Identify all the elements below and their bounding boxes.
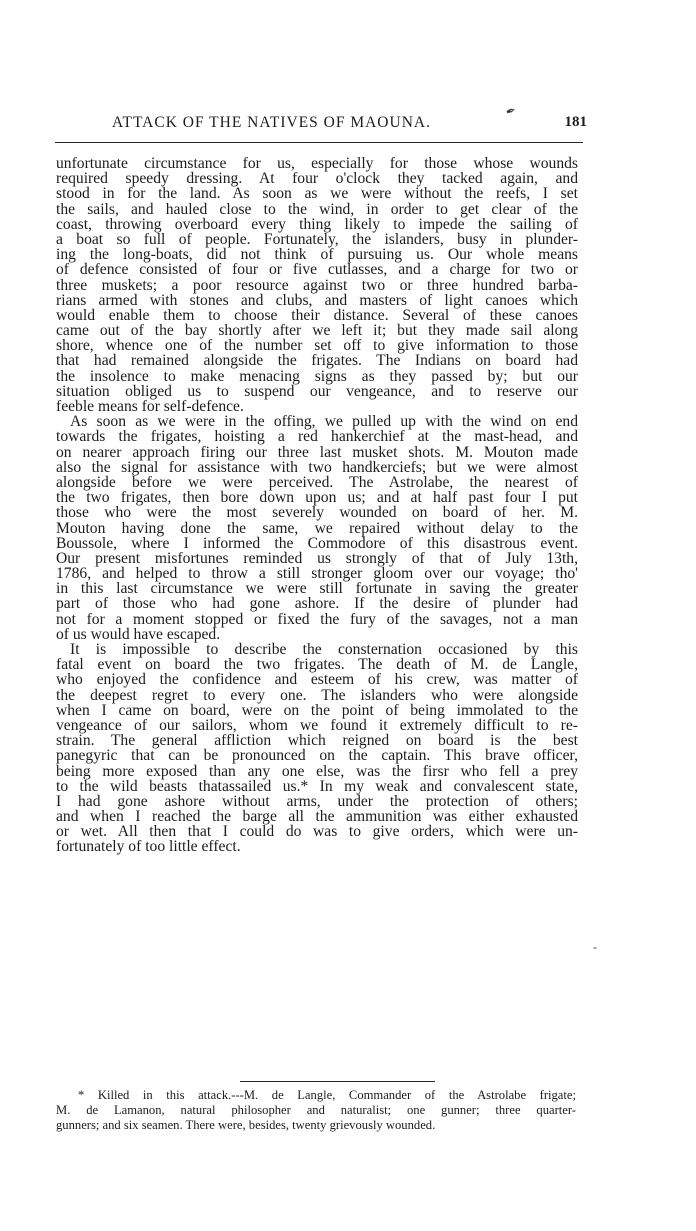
text-line: Boussole, where I informed the Commodore of this disastrous event. xyxy=(56,534,578,552)
printer-mark-icon: ✒ xyxy=(503,102,518,120)
paragraph-start-line: As soon as we were in the offing, we pulled up with the wind on end xyxy=(70,413,578,431)
text-line: three muskets; a poor resource against two or three hundred barba- xyxy=(56,276,578,294)
text-line: would enable them to choose their distance. Several of these canoes xyxy=(56,306,578,324)
text-line: required speedy dressing. At four o'clock they tacked again, and xyxy=(56,170,578,188)
running-title: ATTACK OF THE NATIVES OF MAOUNA. xyxy=(112,114,431,131)
footnote-line: * Killed in this attack.---M. de Langle, Commander of the Astrolabe frigate; xyxy=(78,1088,576,1102)
text-line: panegyric that can be pronounced on the captain. This brave officer, xyxy=(56,747,578,765)
text-line: vengeance of our sailors, whom we found it extremely difficult to re- xyxy=(56,716,578,734)
header-rule xyxy=(55,142,583,143)
text-line: strain. The general affliction which reigned on board is the best xyxy=(56,732,578,750)
text-line: alongside before we were perceived. The Astrolabe, the nearest of xyxy=(56,473,578,491)
text-line: being more exposed than any one else, was the firsr who fell a prey xyxy=(56,762,578,780)
text-line: part of those who had gone ashore. If the desire of plunder had xyxy=(56,595,578,613)
margin-dash-mark: ‐ xyxy=(593,940,597,954)
text-line: and when I reached the barge all the ammunition was either exhausted xyxy=(56,808,578,826)
text-line: situation obliged us to suspend our vengeance, and to reserve our xyxy=(56,382,578,400)
footnote-rule xyxy=(240,1081,435,1082)
text-line: 1786, and helped to throw a still stronger gloom over our voyage; tho' xyxy=(56,565,578,583)
text-line: shore, whence one of the number set off to give information to those xyxy=(56,337,578,355)
text-line: I had gone ashore without arms, under the protection of others; xyxy=(56,792,578,810)
text-line: Mouton having done the same, we repaired without delay to the xyxy=(56,519,578,537)
text-line: ing the long-boats, did not think of pursuing us. Our whole means xyxy=(56,246,578,264)
text-line: unfortunate circumstance for us, especially for those whose wounds xyxy=(56,155,578,172)
paragraph-end-line: of us would have escaped. xyxy=(56,625,221,643)
text-line: who enjoyed the confidence and esteem of his crew, was matter of xyxy=(56,671,578,689)
text-line: of defence consisted of four or five cutlasses, and a charge for two or xyxy=(56,261,578,279)
text-line: coast, throwing overboard every thing likely to impede the sailing of xyxy=(56,215,578,233)
paragraph-end-line: feeble means for self-defence. xyxy=(56,398,244,415)
text-line: when I came on board, were on the point of being immolated to the xyxy=(56,701,578,719)
text-line: to the wild beasts thatassailed us.* In my weak and convalescent state, xyxy=(56,777,578,795)
footnote xyxy=(56,1088,576,1133)
body-text xyxy=(56,156,578,855)
text-line: not for a moment stopped or fixed the fury of the savages, not a man xyxy=(56,610,578,628)
footnote-line: gunners; and six seamen. There were, besides, twenty grievously wounded. xyxy=(56,1118,436,1132)
text-line: towards the frigates, hoisting a red hankerchief at the mast-head, and xyxy=(56,428,578,446)
text-line: in this last circumstance we were still fortunate in saving the greater xyxy=(56,580,578,598)
text-line: a boat so full of people. Fortunately, the islanders, busy in plunder- xyxy=(56,230,578,248)
paragraph-end-line: fortunately of too little effect. xyxy=(56,838,241,856)
running-head xyxy=(112,114,587,136)
page-number: 181 xyxy=(564,114,587,130)
text-line: came out of the bay shortly after we left it; but they made sail along xyxy=(56,322,578,340)
text-line: the insolence to make menacing signs as they passed by; but our xyxy=(56,367,578,385)
text-line: the two frigates, then bore down upon us; and at half past four I put xyxy=(56,489,578,507)
text-line: or wet. All then that I could do was to give orders, which were un- xyxy=(56,823,578,841)
text-line: those who were the most severely wounded on board of her. M. xyxy=(56,504,578,522)
paragraph-start-line: It is impossible to describe the consternation occasioned by this xyxy=(70,641,578,658)
text-line: Our present misfortunes reminded us strongly of that of July 13th, xyxy=(56,549,578,567)
text-line: that had remained alongside the frigates. The Indians on board had xyxy=(56,352,578,370)
text-line: rians armed with stones and clubs, and masters of light canoes which xyxy=(56,291,578,309)
text-line: the deepest regret to every one. The islanders who were alongside xyxy=(56,686,578,704)
text-line: on nearer approach firing our three last musket shots. M. Mouton made xyxy=(56,443,578,461)
text-line: fatal event on board the two frigates. The death of M. de Langle, xyxy=(56,656,578,674)
text-line: the sails, and hauled close to the wind, in order to get clear of the xyxy=(56,200,578,218)
footnote-line: M. de Lamanon, natural philosopher and naturalist; one gunner; three quarter- xyxy=(56,1103,576,1117)
text-line: stood in for the land. As soon as we were without the reefs, I set xyxy=(56,185,578,203)
text-line: also the signal for assistance with two handkerciefs; but we were almost xyxy=(56,458,578,476)
